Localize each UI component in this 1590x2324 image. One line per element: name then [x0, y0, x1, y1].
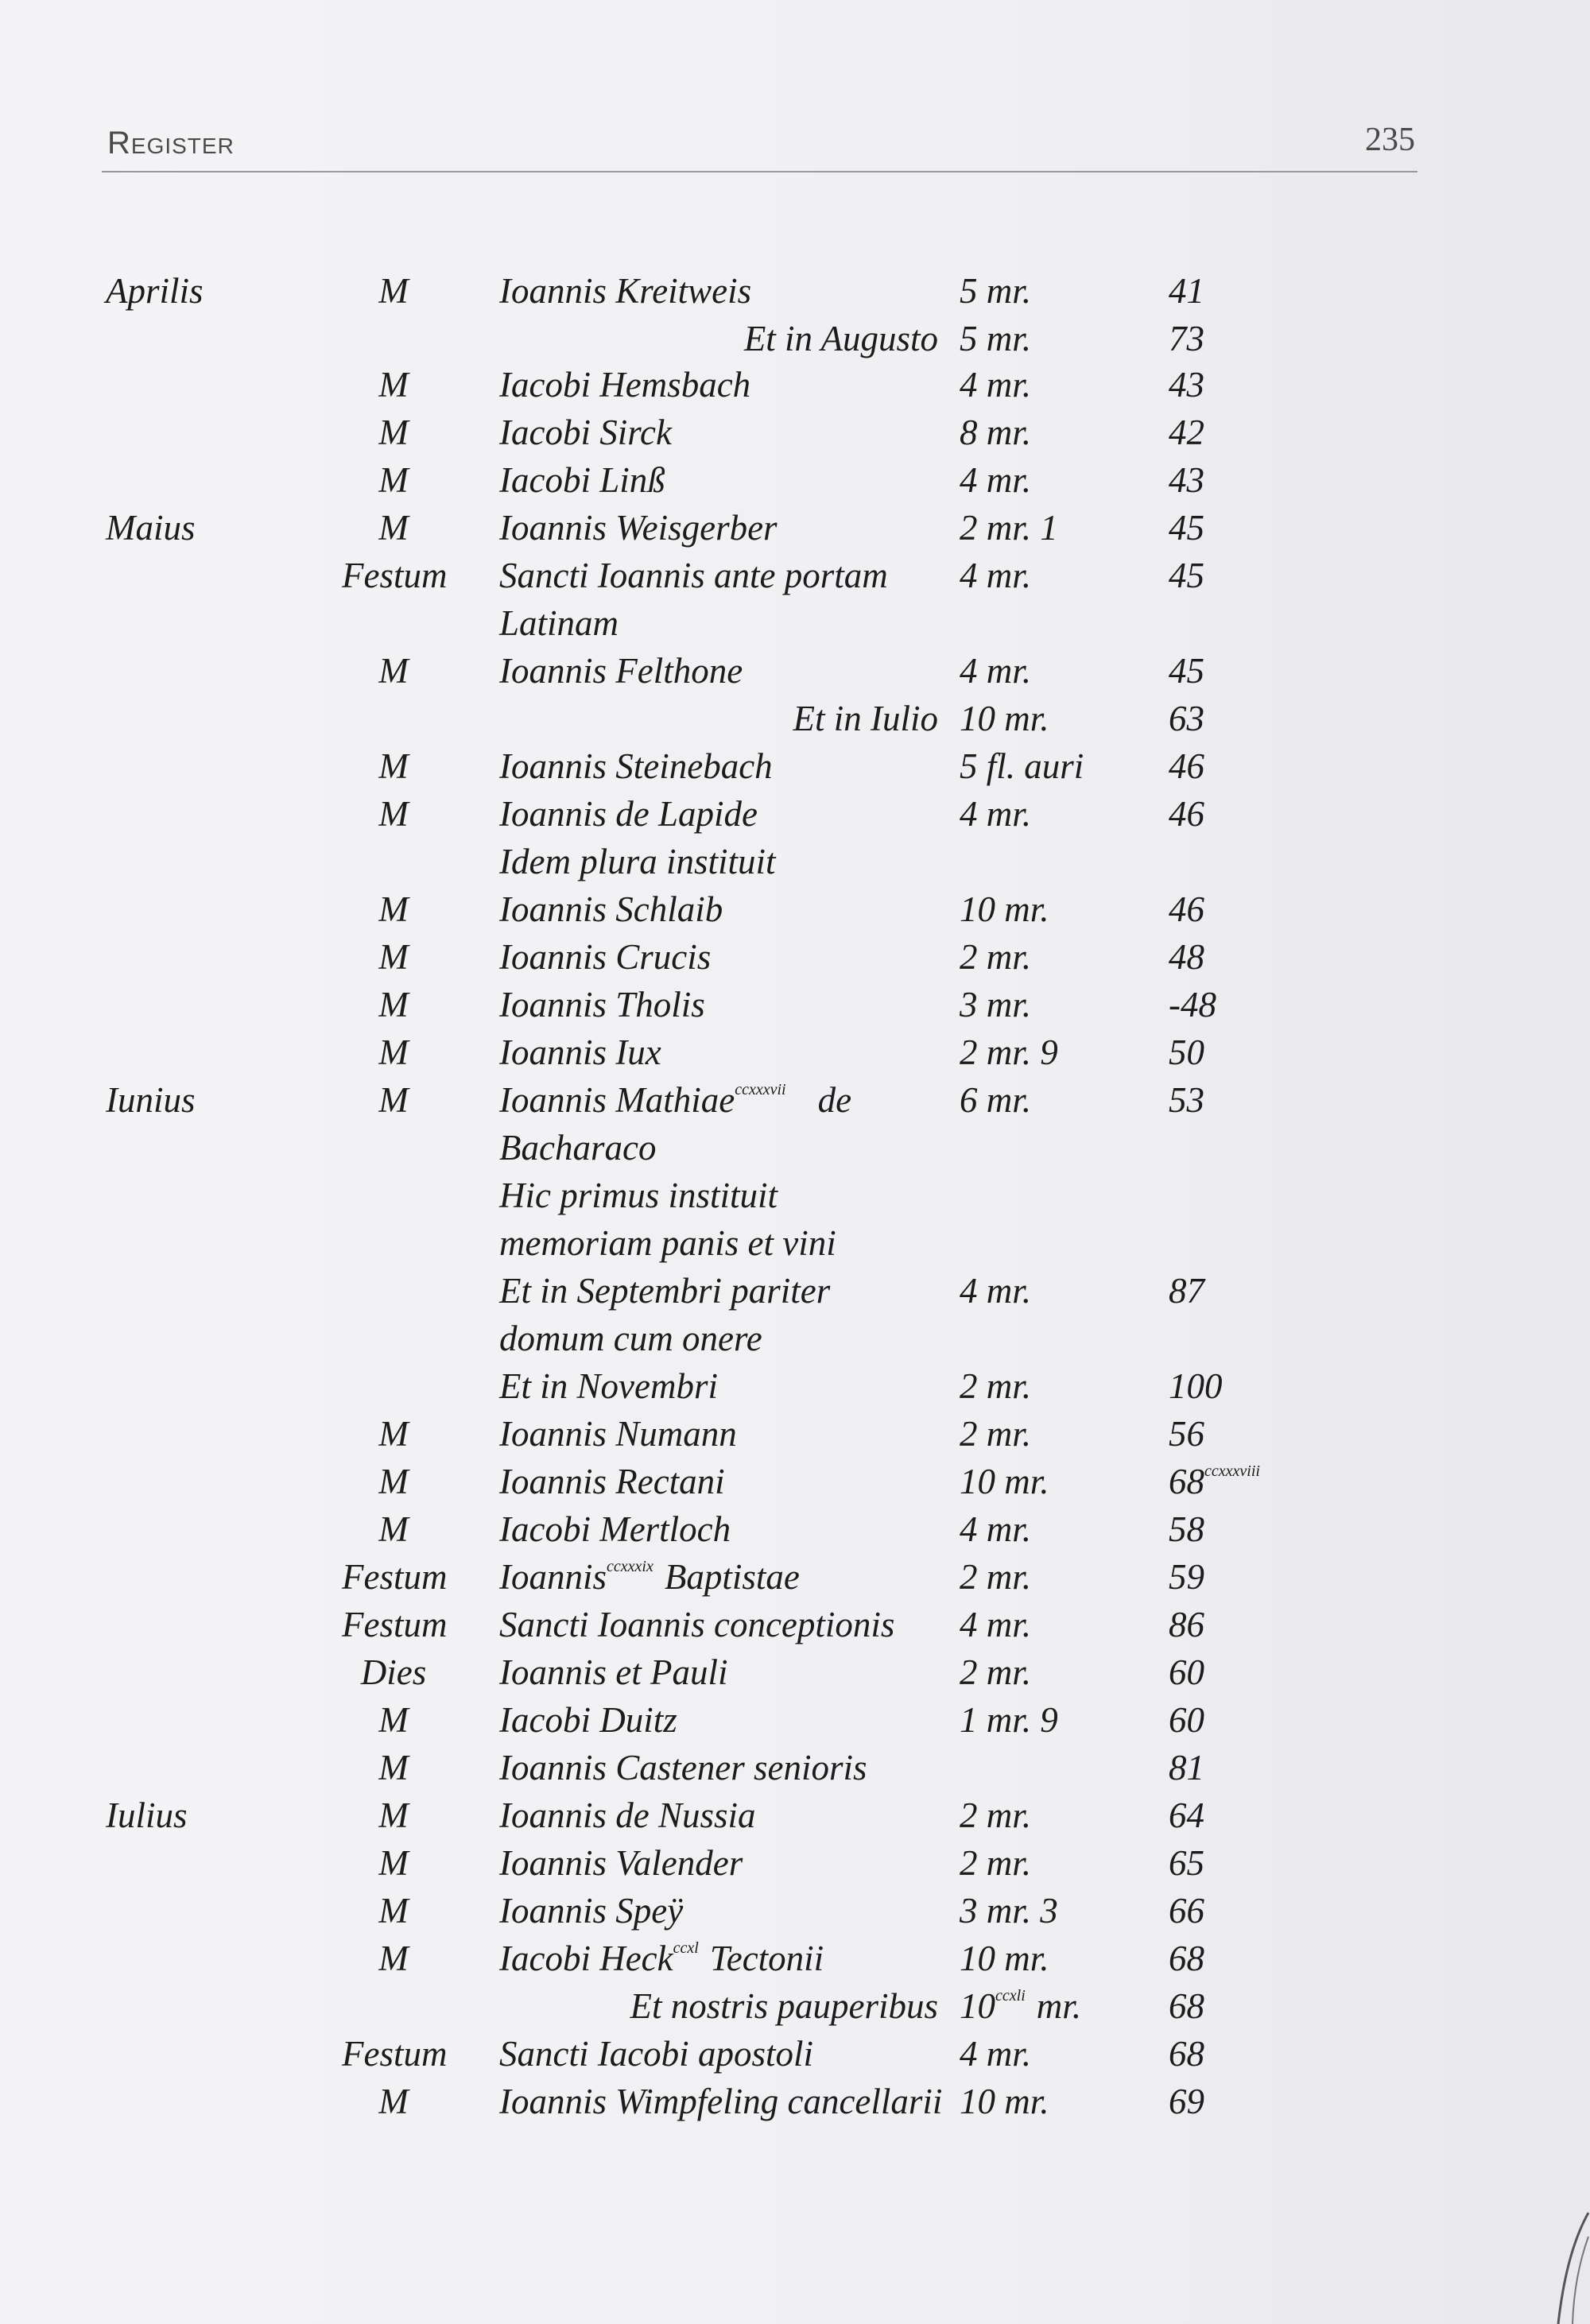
entry-name: Et nostris pauperibus [630, 1986, 938, 2026]
entry-type: M [378, 1462, 409, 1501]
entry-name: domum cum onere [499, 1319, 762, 1358]
entry-amount: 2 mr. [960, 1843, 1032, 1883]
entry-name: Sancti Iacobi apostoli [499, 2034, 813, 2074]
entry-amount: 10 mr. [960, 1939, 1049, 1978]
page-reference-text: 68 [1169, 1462, 1204, 1501]
page-reference: 59 [1169, 1557, 1204, 1597]
table-row [0, 459, 1590, 507]
entry-amount: 4 mr. [960, 460, 1032, 500]
entry-name: Bacharaco [499, 1128, 657, 1168]
page-reference: 53 [1169, 1080, 1204, 1120]
entry-name: Idem plura instituit [499, 842, 776, 881]
entry-name: Iacobi Sirck [499, 413, 673, 452]
table-row [0, 650, 1590, 698]
entry-amount: 4 mr. [960, 2034, 1032, 2074]
entry-amount: 2 mr. [960, 1795, 1032, 1835]
entry-amount: 4 mr. [960, 365, 1032, 405]
entry-name: Iacobi Mertloch [499, 1509, 731, 1549]
page-reference: 86 [1169, 1605, 1204, 1644]
table-row [0, 1842, 1590, 1890]
page-reference [1169, 1461, 1260, 1502]
table-row [0, 602, 1590, 650]
table-row [0, 1032, 1590, 1079]
month-label: Iunius [106, 1080, 196, 1120]
page-reference: 68 [1169, 2034, 1204, 2074]
entry-type: M [378, 889, 409, 929]
page-reference: 43 [1169, 365, 1204, 405]
entry-name: Iacobi Hemsbach [499, 365, 751, 405]
page-reference: 45 [1169, 556, 1204, 595]
footnote-marker: ccxxxix [607, 1558, 653, 1575]
page-reference: 65 [1169, 1843, 1204, 1883]
entry-type: M [378, 1032, 409, 1072]
entry-amount: 4 mr. [960, 1271, 1032, 1311]
entry-name: Ioannis Numann [499, 1414, 737, 1454]
entry-name: Ioannis Kreitweis [499, 271, 752, 311]
entry-type: M [378, 985, 409, 1024]
entry-type: M [378, 413, 409, 452]
month-label: Aprilis [106, 271, 204, 311]
entry-type: M [378, 2082, 409, 2121]
page-reference: 41 [1169, 271, 1204, 311]
table-row [0, 2033, 1590, 2081]
table-row [0, 1604, 1590, 1652]
entry-name: Ioannis Castener senioris [499, 1748, 867, 1788]
entry-name: Sancti Ioannis conceptionis [499, 1605, 895, 1644]
entry-amount: 2 mr. [960, 1366, 1032, 1406]
entry-name: Ioannis Weisgerber [499, 508, 778, 548]
table-row [0, 1747, 1590, 1795]
entry-type: M [378, 1939, 409, 1978]
entry-type: Festum [342, 1557, 448, 1597]
entry-name: Ioannis Tholis [499, 985, 705, 1024]
entry-name: Ioannis Speÿ [499, 1891, 684, 1931]
entry-name: Et in Iulio [793, 699, 938, 738]
entry-amount: 3 mr. [960, 985, 1032, 1024]
entry-type: M [378, 508, 409, 548]
entry-amount: 2 mr. [960, 1414, 1032, 1454]
footnote-marker: ccxxxviii [1204, 1462, 1260, 1480]
entry-amount: 4 mr. [960, 794, 1032, 834]
page-reference: 87 [1169, 1271, 1204, 1311]
page-reference: 43 [1169, 460, 1204, 500]
table-row [0, 841, 1590, 889]
month-label: Maius [106, 508, 196, 548]
entry-amount: 5 mr. [960, 319, 1032, 358]
table-row [0, 984, 1590, 1032]
entry-name: Et in Septembri pariter [499, 1271, 831, 1311]
entry-name: Ioannis Crucis [499, 937, 712, 977]
table-row [0, 1890, 1590, 1938]
entry-type: M [378, 746, 409, 786]
footnote-marker: ccxl [673, 1939, 699, 1957]
page-reference: -48 [1169, 985, 1216, 1024]
table-row [0, 2081, 1590, 2128]
entry-type: Festum [342, 2034, 448, 2074]
entry-amount: 2 mr. [960, 1557, 1032, 1597]
entry-type: M [378, 794, 409, 834]
entry-name: Latinam [499, 603, 619, 643]
entry-type: M [378, 365, 409, 405]
header-rule [102, 171, 1417, 172]
entry-type: M [378, 1414, 409, 1454]
page-reference: 73 [1169, 319, 1204, 358]
entry-name-text: Ioannis [499, 1557, 607, 1597]
table-row [0, 1270, 1590, 1318]
entry-name: Ioannis Wimpfeling cancellarii [499, 2082, 943, 2121]
table-row [0, 1699, 1590, 1747]
table-row [0, 889, 1590, 936]
entry-name: Hic primus instituit [499, 1176, 778, 1215]
page-curl-mark [1534, 2205, 1590, 2324]
entry-amount: 10 mr. [960, 1462, 1049, 1501]
entry-amount: 10 mr. [960, 699, 1049, 738]
entry-name: Ioannis Steinebach [499, 746, 773, 786]
entry-amount: 2 mr. 9 [960, 1032, 1058, 1072]
table-row [0, 270, 1590, 318]
page-reference: 46 [1169, 794, 1204, 834]
entry-name: Ioannis Schlaib [499, 889, 723, 929]
entry-name: Sancti Ioannis ante portam [499, 556, 888, 595]
entry-type: Festum [342, 1605, 448, 1644]
entry-amount: 5 fl. auri [960, 746, 1084, 786]
page-reference: 100 [1169, 1366, 1223, 1406]
table-row [0, 1079, 1590, 1127]
entry-amount-suffix: mr. [1036, 1986, 1082, 2026]
table-row [0, 364, 1590, 412]
entry-name-text: Iacobi Heck [499, 1939, 673, 1978]
entry-type: M [378, 271, 409, 311]
entry-amount: 1 mr. 9 [960, 1700, 1058, 1740]
table-row [0, 1222, 1590, 1270]
entry-name: Et in Novembri [499, 1366, 718, 1406]
entry-name: Ioannis Iux [499, 1032, 661, 1072]
entry-amount: 2 mr. [960, 1652, 1032, 1692]
page-reference: 45 [1169, 508, 1204, 548]
table-row [0, 936, 1590, 984]
month-label: Iulius [106, 1795, 188, 1835]
entry-name: Ioannis Rectani [499, 1462, 725, 1501]
page-reference: 42 [1169, 413, 1204, 452]
entry-amount: 4 mr. [960, 1509, 1032, 1549]
page-reference: 60 [1169, 1652, 1204, 1692]
page-reference: 68 [1169, 1939, 1204, 1978]
table-row [0, 1938, 1590, 1985]
table-row [0, 1365, 1590, 1413]
entry-amount: 2 mr. 1 [960, 508, 1058, 548]
table-row [0, 1556, 1590, 1604]
page-reference: 46 [1169, 746, 1204, 786]
entry-type: M [378, 1748, 409, 1788]
entry-type: M [378, 1700, 409, 1740]
entry-name [499, 1556, 800, 1598]
entry-amount: 4 mr. [960, 1605, 1032, 1644]
entry-name: Ioannis de Lapide [499, 794, 758, 834]
footnote-marker: ccxxxvii [735, 1081, 786, 1098]
table-row [0, 1509, 1590, 1556]
entry-amount: 8 mr. [960, 413, 1032, 452]
entry-name-text: Ioannis Mathiae [499, 1080, 735, 1120]
entry-amount: 6 mr. [960, 1080, 1032, 1120]
table-row [0, 1985, 1590, 2033]
table-row [0, 1652, 1590, 1699]
table-row [0, 1318, 1590, 1365]
entry-amount: 10 mr. [960, 889, 1049, 929]
entry-amount: 4 mr. [960, 556, 1032, 595]
footnote-marker: ccxli [995, 1987, 1026, 2004]
page-reference: 68 [1169, 1986, 1204, 2026]
page-reference: 58 [1169, 1509, 1204, 1549]
entry-type: M [378, 460, 409, 500]
entry-amount: 2 mr. [960, 937, 1032, 977]
page-reference: 81 [1169, 1748, 1204, 1788]
entry-type: M [378, 1891, 409, 1931]
entry-name-suffix: Baptistae [664, 1557, 800, 1597]
entry-name [499, 1079, 889, 1121]
entry-type: M [378, 937, 409, 977]
entry-amount: 10 mr. [960, 2082, 1049, 2121]
entry-type: M [378, 1509, 409, 1549]
table-row [0, 555, 1590, 602]
table-row [0, 1795, 1590, 1842]
entry-type: Festum [342, 556, 448, 595]
entry-name: Et in Augusto [743, 319, 938, 358]
entry-name: Ioannis Valender [499, 1843, 743, 1883]
table-row [0, 1461, 1590, 1509]
table-row [0, 746, 1590, 793]
page-reference: 45 [1169, 651, 1204, 691]
entry-type: M [378, 651, 409, 691]
entry-name: Iacobi Linß [499, 460, 665, 500]
table-row [0, 698, 1590, 746]
page-reference: 64 [1169, 1795, 1204, 1835]
page-reference: 56 [1169, 1414, 1204, 1454]
page-reference: 60 [1169, 1700, 1204, 1740]
entry-name: Ioannis Felthone [499, 651, 743, 691]
entry-name-suffix: Tectonii [709, 1939, 824, 1978]
entry-type: M [378, 1795, 409, 1835]
entry-name: memoriam panis et vini [499, 1223, 836, 1263]
page-reference: 48 [1169, 937, 1204, 977]
entry-name-suffix: de [817, 1080, 852, 1120]
header-title: Register [107, 126, 235, 161]
entry-type: Dies [360, 1652, 427, 1692]
page-reference: 50 [1169, 1032, 1204, 1072]
page-reference: 69 [1169, 2082, 1204, 2121]
entry-amount: 4 mr. [960, 651, 1032, 691]
table-row [0, 1127, 1590, 1175]
entry-name: Ioannis de Nussia [499, 1795, 756, 1835]
page-header [103, 118, 1415, 173]
table-row [0, 507, 1590, 555]
table-row [0, 412, 1590, 459]
table-row [0, 318, 1590, 366]
entry-type: M [378, 1843, 409, 1883]
page-number: 235 [1365, 122, 1415, 158]
entry-amount: 3 mr. 3 [960, 1891, 1058, 1931]
page-reference: 63 [1169, 699, 1204, 738]
entry-name: Ioannis et Pauli [499, 1652, 728, 1692]
entry-type: M [378, 1080, 409, 1120]
table-row [0, 1413, 1590, 1461]
table-row [0, 1175, 1590, 1222]
entry-name [499, 1938, 824, 1979]
entry-amount: 5 mr. [960, 271, 1032, 311]
table-row [0, 793, 1590, 841]
page-reference: 66 [1169, 1891, 1204, 1931]
page-reference: 46 [1169, 889, 1204, 929]
entry-amount-text: 10 [960, 1986, 995, 2026]
entry-amount [960, 1985, 1081, 2027]
entry-name: Iacobi Duitz [499, 1700, 677, 1740]
